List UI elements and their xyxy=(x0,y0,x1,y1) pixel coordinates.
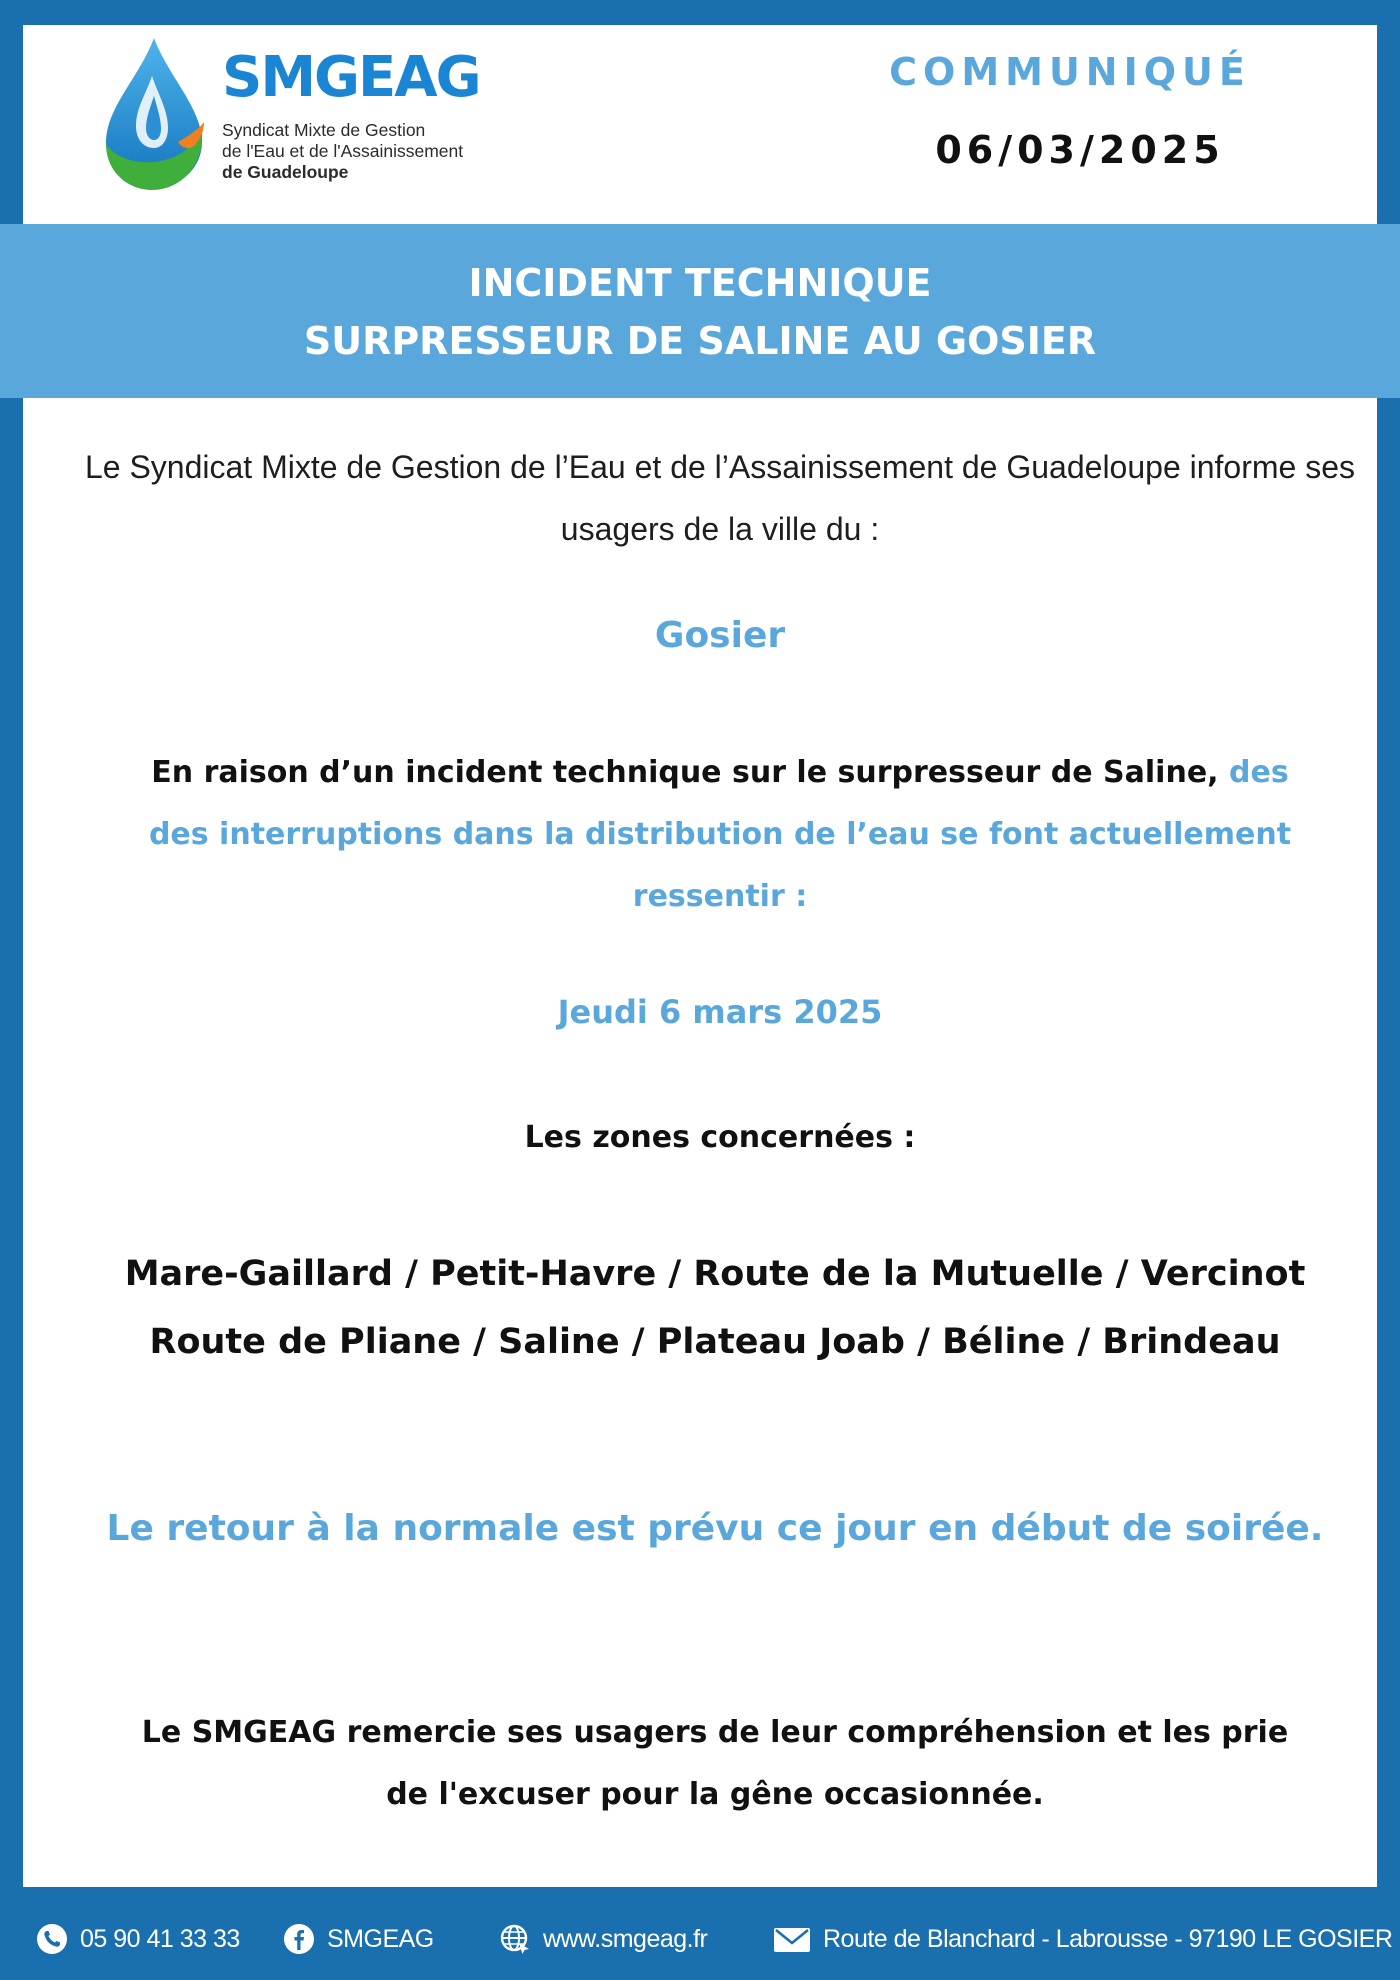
zones-list xyxy=(50,1240,1380,1376)
phone-number: 05 90 41 33 33 xyxy=(80,1924,240,1953)
logo-wordmark: SMGEAG xyxy=(222,45,480,110)
logo-subtitle xyxy=(222,120,463,183)
contact-footer xyxy=(0,1887,1400,1980)
thanks-paragraph xyxy=(50,1702,1380,1826)
footer-website[interactable] xyxy=(499,1923,707,1955)
title-banner xyxy=(0,224,1400,398)
communique-date: 06/03/2025 xyxy=(935,128,1225,172)
mail-icon xyxy=(773,1923,811,1955)
footer-facebook[interactable] xyxy=(283,1923,434,1955)
globe-icon xyxy=(499,1923,531,1955)
thanks-line2: de l'excuser pour la gêne occasionnée. xyxy=(386,1777,1044,1812)
footer-address xyxy=(773,1923,1392,1955)
banner-title-line1: INCIDENT TECHNIQUE xyxy=(468,261,932,305)
return-notice: Le retour à la normale est prévu ce jour en début de soirée. xyxy=(106,1508,1324,1549)
incident-paragraph xyxy=(120,742,1320,928)
zones-line1: Mare-Gaillard / Petit-Havre / Route de la Mutuelle / Vercinot xyxy=(124,1254,1306,1294)
website-url: www.smgeag.fr xyxy=(543,1924,708,1953)
logo-subtitle-line2: de l'Eau et de l'Assainissement xyxy=(222,141,464,161)
facebook-handle: SMGEAG xyxy=(327,1924,434,1953)
logo-subtitle-line1: Syndicat Mixte de Gestion xyxy=(222,120,426,140)
communique-label: COMMUNIQUÉ xyxy=(889,50,1251,94)
banner-title-line2: SURPRESSEUR DE SALINE AU GOSIER xyxy=(303,319,1097,363)
incident-date: Jeudi 6 mars 2025 xyxy=(557,993,883,1031)
zones-line2: Route de Pliane / Saline / Plateau Joab / Béline / Brindeau xyxy=(149,1322,1281,1362)
incident-effect-text: des des interruptions dans la distribution de l’eau se font actuellement ressentir : xyxy=(148,755,1292,914)
city-name: Gosier xyxy=(654,615,786,656)
postal-address: Route de Blanchard - Labrousse - 97190 LE GOSIER xyxy=(823,1924,1393,1953)
facebook-icon xyxy=(283,1923,315,1955)
logo-subtitle-line3: de Guadeloupe xyxy=(222,162,349,182)
water-drop-logo-icon xyxy=(100,36,208,192)
thanks-line1: Le SMGEAG remercie ses usagers de leur compréhension et les prie xyxy=(141,1715,1289,1750)
smgeag-logo xyxy=(100,36,520,196)
incident-cause-text: En raison d’un incident technique sur le surpresseur de Saline, xyxy=(151,755,1219,790)
footer-phone[interactable] xyxy=(36,1923,240,1955)
intro-paragraph: Le Syndicat Mixte de Gestion de l’Eau et de l’Assainissement de Guadeloupe informe ses usagers de la ville du : xyxy=(84,449,1356,547)
phone-icon xyxy=(36,1923,68,1955)
zones-heading: Les zones concernées : xyxy=(524,1120,916,1155)
